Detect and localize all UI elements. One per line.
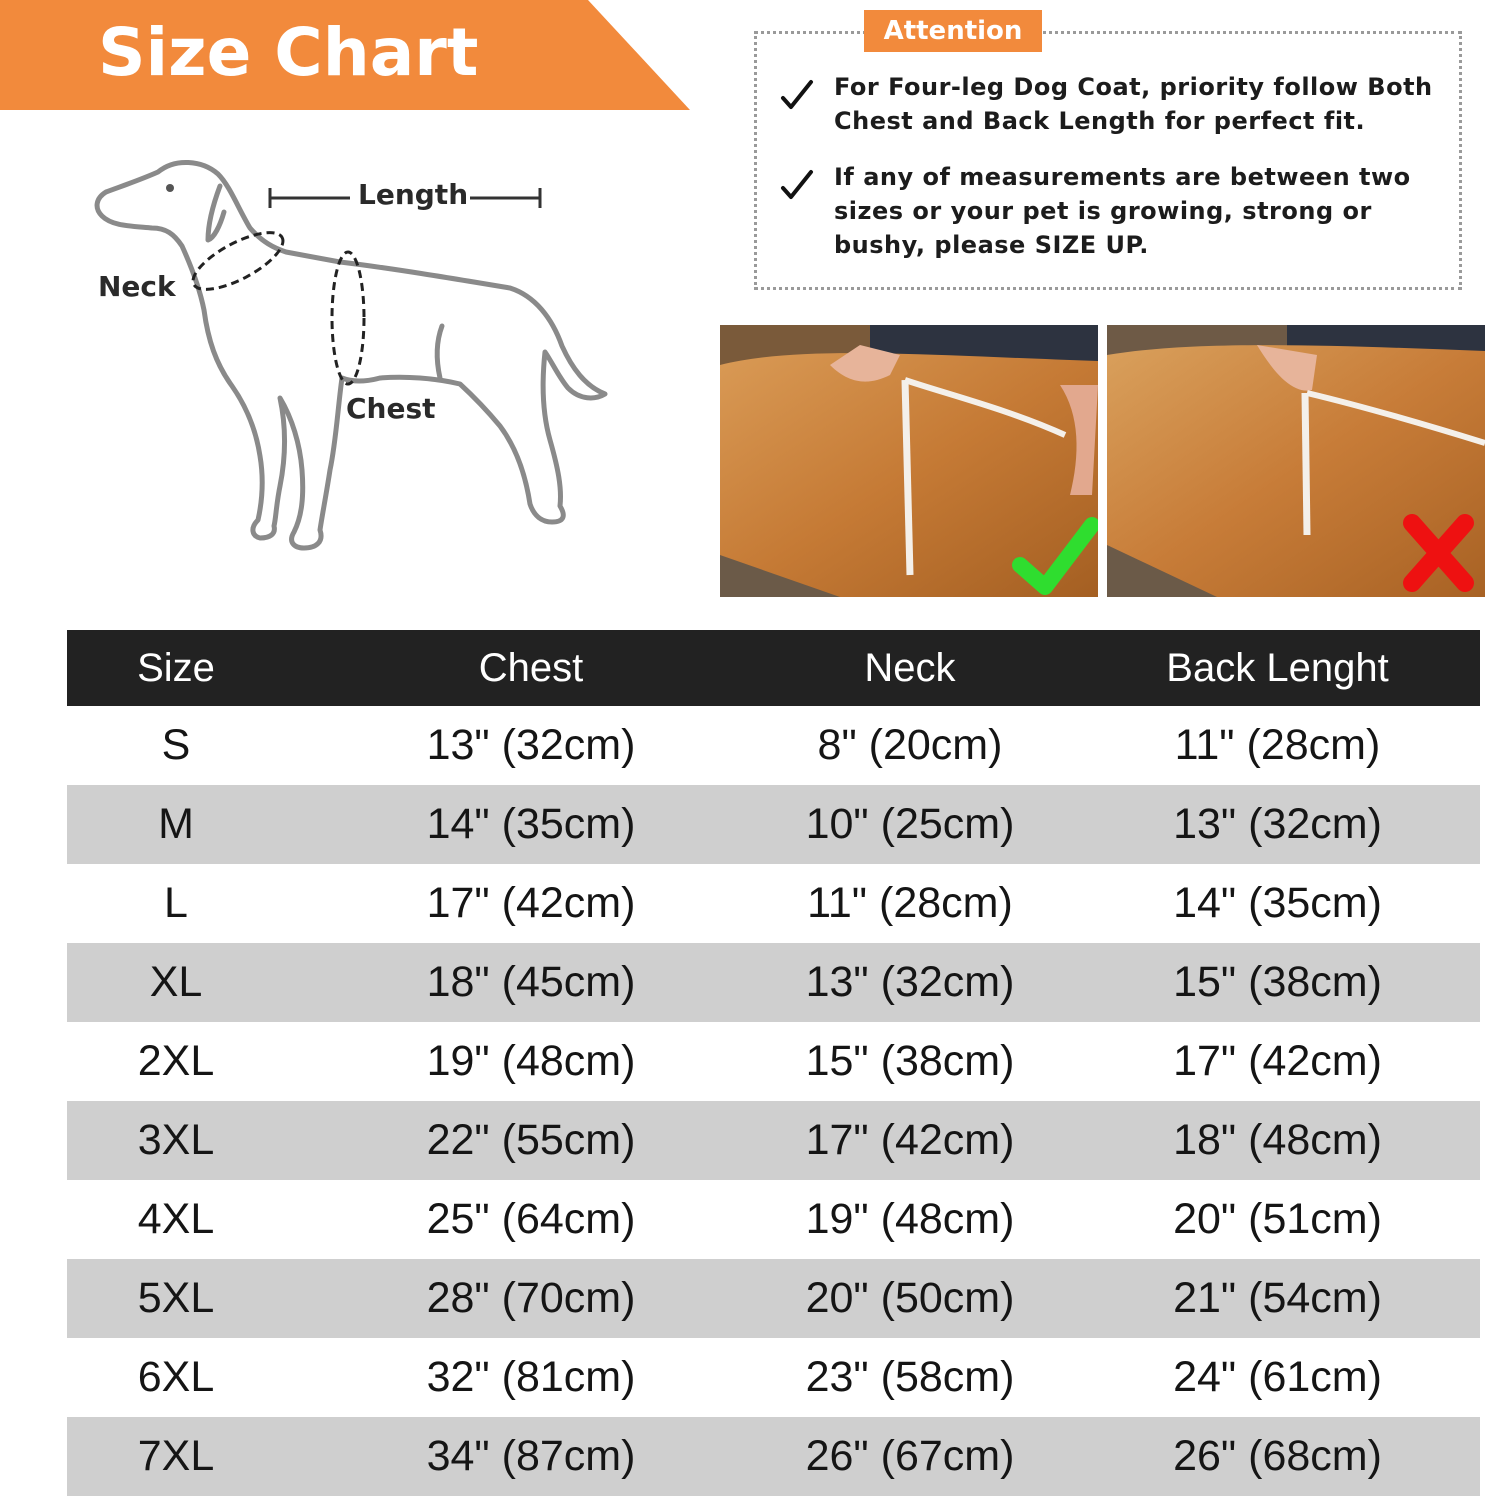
chest-cell: 18" (45cm) (426, 958, 636, 1006)
size-cell: M (158, 800, 194, 848)
back-length-cell: 24" (61cm) (1173, 1353, 1382, 1401)
header-chest: Chest (478, 645, 584, 690)
attention-note-1 (780, 70, 1440, 150)
neck-cell: 8" (20cm) (817, 721, 1003, 769)
table-row (67, 706, 1480, 785)
back-length-cell: 21" (54cm) (1173, 1274, 1382, 1322)
table-row (67, 943, 1480, 1022)
size-cell: 6XL (137, 1353, 215, 1401)
back-length-cell: 11" (28cm) (1174, 721, 1381, 769)
table-row (67, 1259, 1480, 1338)
size-cell: 2XL (137, 1037, 215, 1085)
table-header (67, 630, 1480, 706)
table-row (67, 1022, 1480, 1101)
header-neck: Neck (864, 645, 956, 690)
chest-cell: 25" (64cm) (426, 1195, 636, 1243)
attention-note-text: For Four-leg Dog Coat, priority follow Both Chest and Back Length for perfect fit. (834, 73, 1433, 135)
header-size: Size (137, 645, 215, 690)
length-label: Length (358, 178, 469, 211)
size-cell: 7XL (137, 1432, 215, 1480)
back-length-cell: 18" (48cm) (1173, 1116, 1382, 1164)
size-cell: 3XL (137, 1116, 215, 1164)
back-length-cell: 13" (32cm) (1173, 800, 1382, 848)
chest-cell: 28" (70cm) (426, 1274, 636, 1322)
neck-cell: 26" (67cm) (805, 1432, 1015, 1480)
chest-cell: 14" (35cm) (426, 800, 636, 848)
table-row (67, 1338, 1480, 1417)
chest-cell: 34" (87cm) (426, 1432, 636, 1480)
check-icon (780, 78, 814, 112)
neck-cell: 13" (32cm) (805, 958, 1015, 1006)
table-row (67, 785, 1480, 864)
back-length-cell: 15" (38cm) (1173, 958, 1382, 1006)
neck-cell: 11" (28cm) (807, 879, 1013, 927)
correct-measurement-photo (720, 325, 1098, 597)
size-cell: S (161, 721, 191, 769)
page-title: Size Chart (98, 14, 479, 91)
neck-cell: 23" (58cm) (805, 1353, 1015, 1401)
size-cell: L (164, 879, 188, 927)
neck-cell: 17" (42cm) (805, 1116, 1015, 1164)
neck-label: Neck (98, 270, 176, 303)
neck-cell: 10" (25cm) (805, 800, 1015, 848)
attention-note-2 (780, 160, 1440, 270)
table-row (67, 864, 1480, 943)
chest-cell: 19" (48cm) (426, 1037, 636, 1085)
attention-note-text: If any of measurements are between two sizes or your pet is growing, strong or bushy, please SIZE UP. (834, 163, 1411, 259)
size-table (67, 630, 1480, 1496)
size-chart-banner (0, 0, 690, 110)
neck-cell: 20" (50cm) (805, 1274, 1015, 1322)
back-length-cell: 14" (35cm) (1173, 879, 1382, 927)
size-cell: 4XL (137, 1195, 215, 1243)
chest-cell: 13" (32cm) (426, 721, 636, 769)
chest-cell: 17" (42cm) (426, 879, 636, 927)
neck-cell: 19" (48cm) (805, 1195, 1015, 1243)
chest-cell: 32" (81cm) (426, 1353, 636, 1401)
back-length-cell: 26" (68cm) (1173, 1432, 1382, 1480)
header-back-length: Back Lenght (1166, 645, 1389, 690)
back-length-cell: 17" (42cm) (1173, 1037, 1382, 1085)
table-row (67, 1180, 1480, 1259)
table-row (67, 1417, 1480, 1496)
back-length-cell: 20" (51cm) (1173, 1195, 1382, 1243)
chest-label: Chest (346, 392, 436, 425)
size-cell: 5XL (137, 1274, 215, 1322)
chest-cell: 22" (55cm) (426, 1116, 636, 1164)
dog-outline-icon (90, 150, 630, 570)
table-body (67, 706, 1480, 1496)
dog-measurement-diagram (90, 150, 630, 570)
table-row (67, 1101, 1480, 1180)
check-icon (780, 168, 814, 202)
attention-badge: Attention (864, 10, 1042, 52)
neck-cell: 15" (38cm) (805, 1037, 1015, 1085)
incorrect-measurement-photo (1107, 325, 1485, 597)
size-cell: XL (149, 958, 203, 1006)
